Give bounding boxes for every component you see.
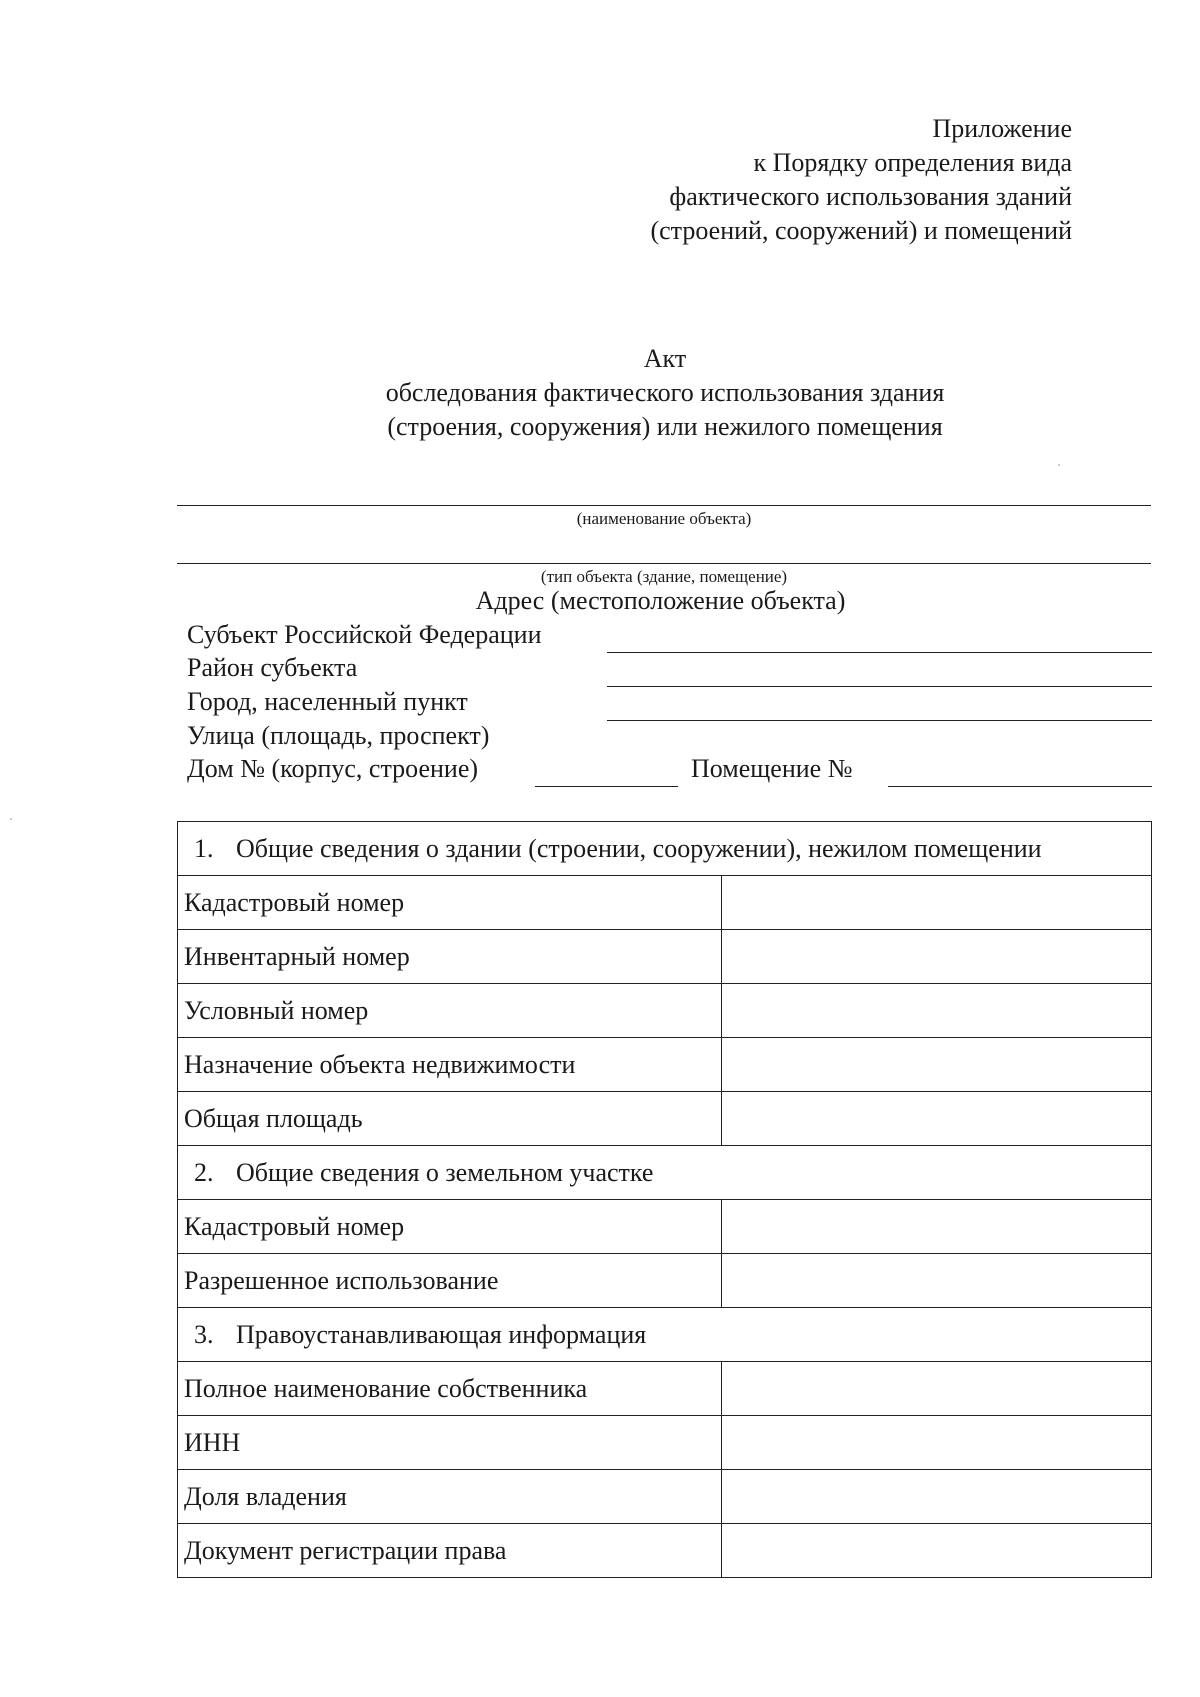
section-title: Общие сведения о здании (строении, сооружении), нежилом помещении — [236, 833, 1042, 863]
row-label: Доля владения — [178, 1470, 722, 1524]
row-label: Кадастровый номер — [178, 876, 722, 930]
address-subject-line[interactable] — [607, 652, 1152, 653]
row-value-cell[interactable] — [722, 1470, 1152, 1524]
address-district-line[interactable] — [607, 686, 1152, 687]
table-row — [178, 984, 1152, 1038]
appendix-line: (строений, сооружений) и помещений — [650, 216, 1072, 245]
appendix-line: Приложение — [932, 114, 1072, 143]
scan-speck — [10, 818, 12, 820]
row-label: Полное наименование собственника — [178, 1362, 722, 1416]
title-line: Акт — [643, 344, 687, 373]
row-label: Документ регистрации права — [178, 1524, 722, 1578]
row-value-cell[interactable] — [722, 1200, 1152, 1254]
table-row — [178, 1416, 1152, 1470]
section-title: Общие сведения о земельном участке — [236, 1157, 654, 1187]
table-row — [178, 1470, 1152, 1524]
table-row — [178, 1524, 1152, 1578]
address-subject-label: Субъект Российской Федерации — [187, 620, 542, 649]
row-label: Кадастровый номер — [178, 1200, 722, 1254]
section-number: 2. — [194, 1157, 214, 1187]
row-value-cell[interactable] — [722, 930, 1152, 984]
table-section-row — [178, 1146, 1152, 1200]
section-1-header — [178, 822, 1152, 876]
row-label: Инвентарный номер — [178, 930, 722, 984]
address-house-label: Дом № (корпус, строение) — [187, 754, 479, 783]
table-section-row — [178, 822, 1152, 876]
table-row — [178, 1362, 1152, 1416]
section-3-header — [178, 1308, 1152, 1362]
title-line: (строения, сооружения) или нежилого помещения — [387, 412, 943, 441]
row-label: Условный номер — [178, 984, 722, 1038]
address-district-label: Район субъекта — [187, 653, 358, 682]
table-row — [178, 1254, 1152, 1308]
table-row — [178, 930, 1152, 984]
appendix-line: к Порядку определения вида — [753, 148, 1072, 177]
address-house-line[interactable] — [535, 786, 678, 787]
address-street-label: Улица (площадь, проспект) — [187, 721, 490, 750]
row-value-cell[interactable] — [722, 876, 1152, 930]
section-2-header — [178, 1146, 1152, 1200]
table-row — [178, 1092, 1152, 1146]
appendix-line: фактического использования зданий — [669, 182, 1072, 211]
row-label: Разрешенное использование — [178, 1254, 722, 1308]
info-table — [177, 821, 1152, 1578]
address-heading: Адрес (местоположение объекта) — [475, 586, 846, 615]
address-room-line[interactable] — [888, 786, 1152, 787]
appendix-note — [650, 112, 1072, 248]
table-row — [178, 1038, 1152, 1092]
object-type-caption: (тип объекта (здание, помещение) — [540, 567, 788, 586]
row-value-cell[interactable] — [722, 1092, 1152, 1146]
row-value-cell[interactable] — [722, 1038, 1152, 1092]
row-label: Назначение объекта недвижимости — [178, 1038, 722, 1092]
object-name-caption: (наименование объекта) — [576, 509, 752, 528]
object-type-line[interactable] — [177, 563, 1151, 564]
document-title — [0, 342, 1200, 444]
row-value-cell[interactable] — [722, 1362, 1152, 1416]
scan-speck — [1058, 464, 1060, 466]
row-label: ИНН — [178, 1416, 722, 1470]
table-section-row — [178, 1308, 1152, 1362]
row-value-cell[interactable] — [722, 1254, 1152, 1308]
address-city-label: Город, населенный пункт — [187, 687, 468, 716]
row-value-cell[interactable] — [722, 1524, 1152, 1578]
row-label: Общая площадь — [178, 1092, 722, 1146]
table-row — [178, 1200, 1152, 1254]
section-number: 3. — [194, 1319, 214, 1349]
row-value-cell[interactable] — [722, 984, 1152, 1038]
title-line: обследования фактического использования здания — [385, 378, 945, 407]
table-row — [178, 876, 1152, 930]
section-title: Правоустанавливающая информация — [236, 1319, 647, 1349]
object-name-line[interactable] — [177, 505, 1151, 506]
address-room-label: Помещение № — [691, 754, 853, 783]
section-number: 1. — [194, 833, 214, 863]
row-value-cell[interactable] — [722, 1416, 1152, 1470]
address-city-line[interactable] — [607, 720, 1152, 721]
